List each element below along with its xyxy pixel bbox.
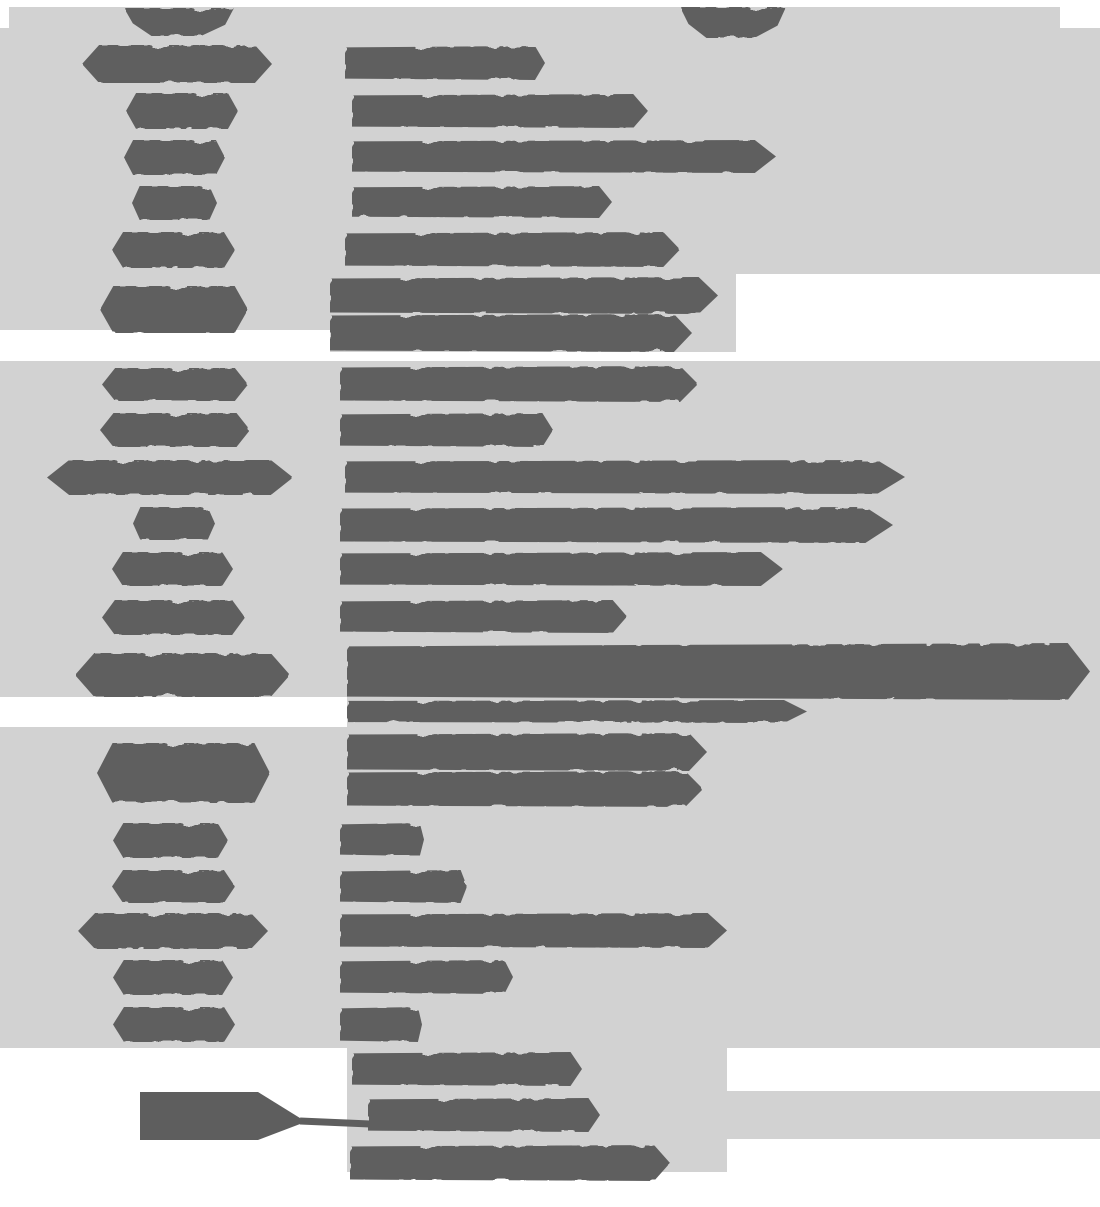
redacted-label-header-section-row7: [100, 286, 248, 333]
gap-band-1: [0, 352, 1100, 361]
stamp-blob: [140, 1092, 258, 1140]
gap-left-notch-2: [0, 697, 347, 727]
redacted-value-lower-section-row3-line1: [340, 870, 467, 903]
redacted-value-middle-section-row4-line1: [340, 507, 893, 543]
redacted-value-header-section-row4-line1: [352, 140, 776, 173]
redacted-value-lower-section-row4-line1: [340, 913, 727, 948]
redacted-label-header-section-row5: [132, 186, 217, 220]
redacted-value-middle-section-row3-line1: [345, 460, 905, 494]
redacted-label-middle-section-row2: [100, 413, 250, 447]
redacted-value-middle-section-row7-line1: [347, 643, 1090, 700]
redacted-label-middle-section-row1: [102, 368, 248, 401]
redacted-label-header-section-row2: [82, 45, 272, 83]
redacted-value-lower-section-row1-line1: [347, 733, 707, 771]
redacted-value-lower-section-row1-line2: [347, 771, 703, 807]
redacted-value-header-section-row2-line1: [345, 46, 545, 80]
redacted-value-middle-section-row7-line2: [347, 700, 807, 723]
stamp-pointer: [258, 1092, 306, 1140]
redacted-label-lower-section-row6: [113, 1007, 235, 1042]
redacted-footer-line-2: [368, 1098, 600, 1132]
redacted-value-middle-section-row6-line1: [340, 600, 627, 633]
redacted-value-header-section-row5-line1: [352, 186, 612, 218]
redacted-value-lower-section-row5-line1: [340, 960, 513, 994]
redacted-label-middle-section-row3: [47, 460, 293, 495]
redacted-value-middle-section-row2-line1: [340, 413, 553, 447]
redacted-label-header-section-row4: [124, 140, 225, 175]
redacted-label-middle-section-row7: [75, 653, 290, 697]
redacted-label-lower-section-row2: [113, 823, 228, 858]
redacted-label-middle-section-row4: [133, 507, 215, 540]
redacted-label-middle-section-row5: [112, 552, 233, 586]
redacted-value-lower-section-row6-line1: [340, 1007, 422, 1042]
redacted-label-middle-section-row6: [102, 600, 245, 635]
redacted-label-lower-section-row1: [97, 743, 270, 803]
bottom-right-strip: [727, 1091, 1100, 1139]
redacted-footer-line-3: [350, 1145, 670, 1181]
redacted-value-middle-section-row5-line1: [340, 552, 783, 586]
redacted-label-lower-section-row3: [112, 870, 235, 903]
gap-left-notch-1: [0, 330, 330, 352]
redacted-value-header-section-row7-line1: [330, 277, 718, 314]
redacted-label-lower-section-row5: [113, 960, 233, 995]
redacted-value-middle-section-row1-line1: [340, 366, 698, 402]
redacted-value-lower-section-row2-line1: [340, 823, 424, 856]
redacted-footer-line-1: [352, 1052, 582, 1086]
redacted-value-header-section-row3-line1: [352, 94, 648, 128]
redacted-label-header-section-row6: [112, 232, 235, 268]
redacted-label-lower-section-row4: [78, 913, 268, 949]
redacted-value-header-section-row6-line1: [345, 232, 680, 267]
redacted-label-header-section-row3: [126, 93, 238, 129]
redacted-value-header-section-row7-line2: [330, 314, 692, 352]
